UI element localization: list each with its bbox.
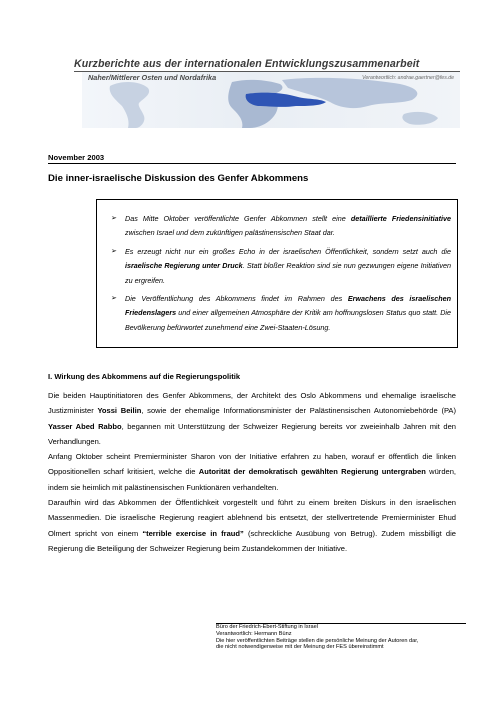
paragraph-text: , begannen mit Unterstützung der Schweizer Regierung bereits vor zweieinhalb Jahren mit den Verhandlungen. <box>48 421 456 446</box>
summary-bullet-1 <box>111 212 451 241</box>
person-name: Yasser Abed Rabbo <box>48 421 122 431</box>
paragraph-emphasis: Autorität der demokratisch gewählten Regierung untergraben <box>198 467 426 477</box>
date-rule <box>48 163 456 164</box>
bullet-text: und einer allgemeinen Atmosphäre der Kritik am hoffnungslosen Status quo statt. Die Bevölkerung befürwortet zunehmend eine Zwei-Staaten-Lösung. <box>125 308 451 332</box>
footer-line-responsible: Verantwortlich: Hermann Bünz <box>216 630 292 637</box>
paragraph-text: Daraufhin wird das Abkommen der Öffentlichkeit vorgestellt und führt zu einem breiten Diskurs in den israelischen Massenmedien. Die israelische Regierung reagiert ablehnend bis entsetzt, der stellvertretende Premierminister Ehud Olmert spricht von einem <box>48 498 456 538</box>
paragraph-text: , sowie der ehemalige Informationsminister der Palästinensischen Autonomiebehörde (PA) <box>141 406 456 416</box>
bullet-text: . Statt bloßer Reaktion sind sie nun gezwungen eigene Initiativen zu ergreifen. <box>125 261 451 285</box>
bullet-emphasis: detaillierte Friedensinitiative <box>350 214 451 223</box>
footer-notice <box>216 624 466 651</box>
header-banner <box>82 72 460 128</box>
summary-bullet-3 <box>111 292 451 335</box>
paragraph-text: würden, indem sie heimlich mit palästinensischen Funktionären verhandelten. <box>48 467 457 492</box>
paragraph-text: Anfang Oktober scheint Premierminister Sharon von der Initiative erfahren zu haben, worauf er öffentlich die linken Oppositionellen scharf kritisiert, welche die <box>48 452 456 477</box>
bullet-arrow-icon: ➢ <box>111 247 117 255</box>
contact-label: Verantwortlich: andrae.gaertner@fes.de <box>362 75 454 81</box>
paragraph-1 <box>48 388 456 449</box>
section-body <box>48 388 456 556</box>
bullet-text: Es erzeugt nicht nur ein großes Echo in der israelischen Öffentlichkeit, sondern setzt auch die <box>125 246 451 256</box>
person-name: Yossi Beilin <box>97 406 142 416</box>
summary-bullet-2 <box>111 245 451 288</box>
paragraph-text: (schreckliche Ausübung von Betrug). Zudem missbilligt die Regierung die Beteiligung der Schweizer Regierung beim Zustandekommen der Initiative. <box>48 528 456 553</box>
bullet-text: zwischen Israel und dem zukünftigen palästinensischen Staat dar. <box>125 228 335 238</box>
bullet-text: Die Veröffentlichung des Abkommens findet im Rahmen des <box>125 294 348 304</box>
series-title: Kurzberichte aus der internationalen Entwicklungszusammenarbeit <box>74 58 420 70</box>
region-label: Naher/Mittlerer Osten und Nordafrika <box>88 73 217 82</box>
summary-box <box>96 199 458 348</box>
bullet-emphasis: israelische Regierung unter Druck <box>125 261 243 271</box>
quote-emphasis: “terrible exercise in fraud” <box>142 528 244 538</box>
bullet-emphasis: Erwachens des israelischen Friedenslagers <box>125 294 451 318</box>
publication-date: November 2003 <box>48 153 105 162</box>
bullet-arrow-icon: ➢ <box>111 295 117 303</box>
paragraph-3 <box>48 495 456 556</box>
paragraph-text: Die beiden Hauptinitiatoren des Genfer Abkommens, der Architekt des Oslo Abkommens und ehemalige israelische Justizminister <box>48 391 456 416</box>
footer-line-disclaimer: Die hier veröffentlichten Beiträge stellen die persönliche Meinung der Autoren dar, <box>216 637 419 644</box>
section-heading: I. Wirkung des Abkommens auf die Regierungspolitik <box>48 372 241 381</box>
footer-line-disclaimer-cont: die nicht notwendigerweise mit der Meinung der FES übereinstimmt <box>216 644 384 651</box>
paragraph-2 <box>48 449 456 495</box>
bullet-arrow-icon: ➢ <box>111 215 117 222</box>
document-title: Die inner-israelische Diskussion des Genfer Abkommens <box>48 173 309 184</box>
footer-line-office: Büro der Friedrich-Ebert-Stiftung in Israel <box>216 624 318 630</box>
summary-bullets <box>111 212 451 339</box>
bullet-text: Das Mitte Oktober veröffentlichte Genfer Abkommen stellt eine <box>125 214 351 223</box>
